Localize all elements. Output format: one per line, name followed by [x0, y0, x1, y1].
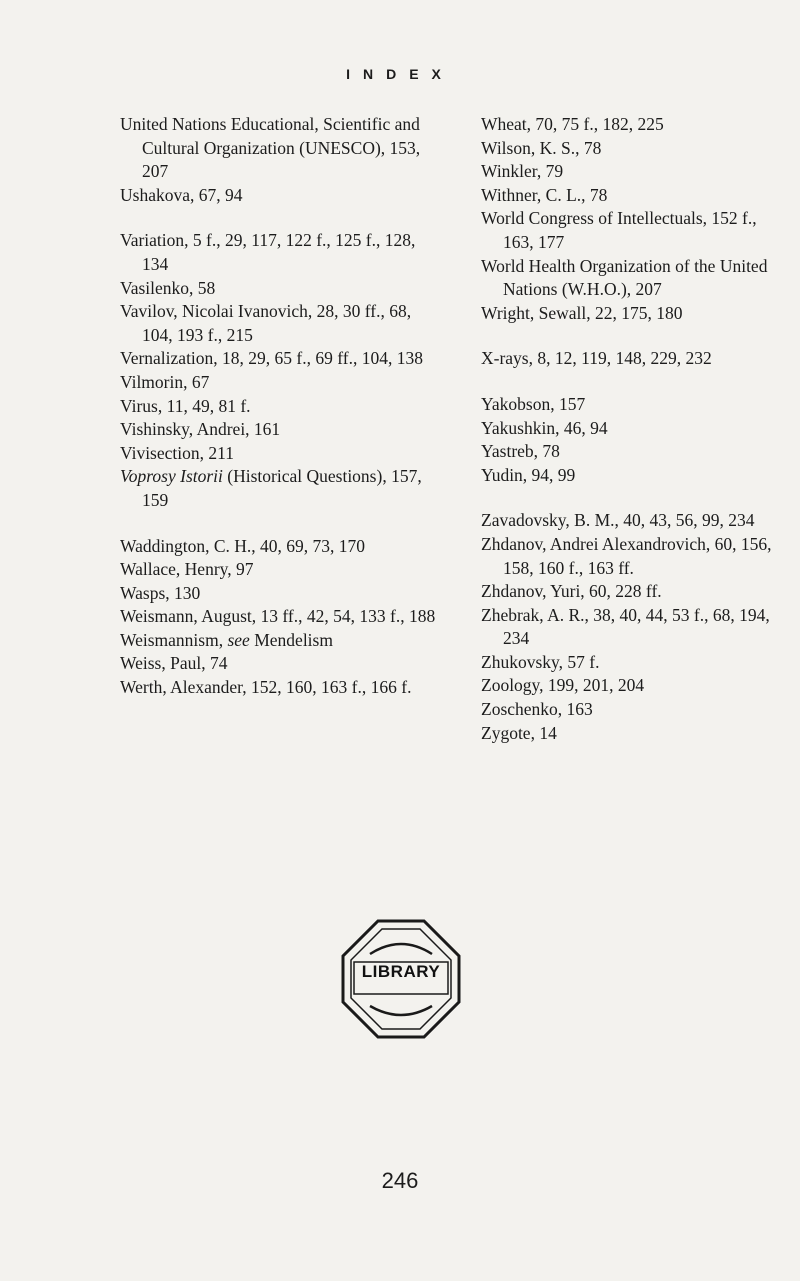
index-entry: Ushakova, 67, 94	[120, 184, 243, 205]
index-entry: Wright, Sewall, 22, 175, 180	[481, 302, 683, 323]
index-entry: Weiss, Paul, 74	[120, 653, 228, 674]
index-entry: Zygote, 14	[481, 722, 557, 743]
library-stamp-icon	[340, 918, 462, 1040]
index-entry: Yakushkin, 46, 94	[481, 417, 608, 438]
index-entry: X-rays, 8, 12, 119, 148, 229, 232	[481, 348, 712, 369]
group-separator	[481, 325, 781, 347]
index-entry: Zoology, 199, 201, 204	[481, 675, 645, 696]
index-entry: Zhukovsky, 57 f.	[481, 651, 600, 672]
entry-italic: Voprosy Istorii	[120, 466, 223, 487]
index-entry: Waddington, C. H., 40, 69, 73, 170	[120, 535, 366, 556]
index-entry: Yakobson, 157	[481, 393, 586, 414]
index-entry: Winkler, 79	[481, 161, 564, 182]
index-entry: Vavilov, Nicolai Ivanovich, 28, 30 ff., 68, 104, 193 f., 215	[120, 301, 412, 345]
index-entry: Zhdanov, Yuri, 60, 228 ff.	[481, 581, 662, 602]
index-entry: Wasps, 130	[120, 582, 201, 603]
index-entry: Virus, 11, 49, 81 f.	[120, 395, 251, 416]
entry-text: Mendelism	[249, 629, 333, 650]
index-entry: Wheat, 70, 75 f., 182, 225	[481, 114, 664, 134]
entry-italic: see	[227, 629, 250, 650]
index-column-left	[120, 113, 438, 700]
index-entry: Withner, C. L., 78	[481, 184, 608, 205]
index-entry: Yudin, 94, 99	[481, 464, 576, 485]
group-separator	[481, 371, 781, 393]
index-entry: World Health Organization of the United Nations (W.H.O.), 207	[481, 255, 768, 300]
group-separator	[120, 513, 438, 535]
index-entry: Yastreb, 78	[481, 441, 560, 462]
entry-text: (Historical Questions), 157, 159	[142, 466, 422, 510]
index-entry: Zhdanov, Andrei Alexandrovich, 60, 156, 158, 160 f., 163 ff.	[481, 533, 772, 578]
index-heading: INDEX	[346, 66, 454, 82]
index-entry: Wallace, Henry, 97	[120, 559, 254, 580]
index-column-right	[481, 113, 781, 745]
index-entry: Vernalization, 18, 29, 65 f., 69 ff., 104, 138	[120, 348, 423, 369]
page-number: 246	[381, 1168, 419, 1193]
index-entry: Variation, 5 f., 29, 117, 122 f., 125 f., 128, 134	[120, 230, 416, 274]
index-entry: Werth, Alexander, 152, 160, 163 f., 166 f.	[120, 677, 412, 698]
index-entry: Vasilenko, 58	[120, 277, 216, 298]
group-separator	[481, 487, 781, 509]
entry-text: Weismannism,	[120, 629, 228, 650]
index-entry: Wilson, K. S., 78	[481, 137, 602, 158]
index-entry: Vivisection, 211	[120, 442, 234, 463]
index-entry: Zhebrak, A. R., 38, 40, 44, 53 f., 68, 194, 234	[481, 604, 770, 649]
index-entry	[120, 465, 438, 512]
index-entry: Vilmorin, 67	[120, 371, 210, 392]
index-entry: United Nations Educational, Scientific and Cultural Organization (UNESCO), 153, 207	[120, 114, 421, 182]
stamp-label: LIBRARY	[361, 962, 441, 981]
group-separator	[120, 207, 438, 229]
index-entry: Vishinsky, Andrei, 161	[120, 419, 281, 440]
index-entry: Weismann, August, 13 ff., 42, 54, 133 f., 188	[120, 606, 436, 627]
index-entry: Zoschenko, 163	[481, 699, 593, 720]
index-entry	[120, 629, 438, 653]
index-entry: Zavadovsky, B. M., 40, 43, 56, 99, 234	[481, 510, 755, 531]
index-entry: World Congress of Intellectuals, 152 f., 163, 177	[481, 208, 757, 252]
